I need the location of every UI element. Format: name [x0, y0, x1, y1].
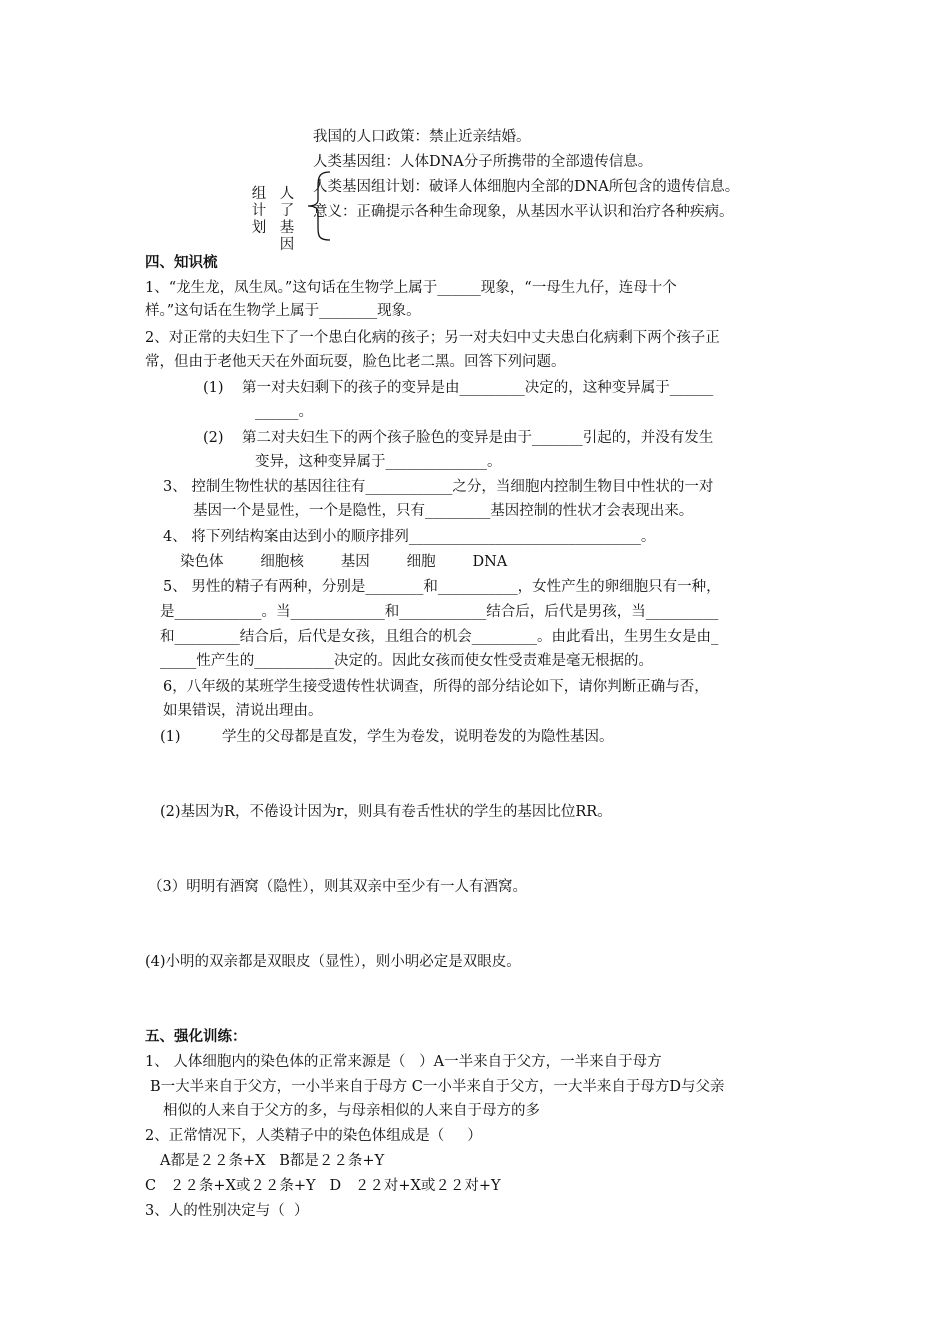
section5-heading: 五、强化训练：	[145, 1029, 247, 1045]
s4-line: 样。”这句话在生物学上属于________现象。	[145, 303, 421, 319]
s4-line: 是____________。当_____________和____________结合后，后代是男孩，当__________	[160, 604, 719, 620]
s5-line: C ２２条+X或２２条+Y D ２２对+X或２２对+Y	[145, 1178, 501, 1194]
s4-line: 5、 男性的精子有两种，分别是________和___________，女性产生的卵细胞只有一种，	[163, 579, 721, 595]
s5-line: A都是２２条+X B都是２２条+Y	[160, 1153, 385, 1169]
s5-line: 1、 人体细胞内的染色体的正常来源是（ ）A一半来自于父方，一半来自于母方	[145, 1054, 662, 1070]
s4-line: 和_________结合后，后代是女孩，且组合的机会_________。由此看出，生男生女是由_	[160, 629, 719, 645]
s5-line: 相似的人来自于父方的多，与母亲相似的人来自于母方的多	[163, 1103, 540, 1119]
s4-line: 如果错误，清说出理由。	[163, 703, 323, 719]
s4-line: (1) 第一对夫妇剩下的孩子的变异是由_________决定的，这种变异属于______	[203, 380, 714, 396]
s4-line: 1、“龙生龙，凤生凤。”这句话在生物学上属于______现象，“一母生九仔，连母十个	[145, 280, 677, 296]
s4-line: 变异，这种变异属于______________。	[255, 454, 502, 470]
s5-line: 2、正常情况下，人类精子中的染色体组成是（ ）	[145, 1128, 482, 1144]
s4-line: (1) 学生的父母都是直发，学生为卷发，说明卷发的为隐性基因。	[160, 729, 614, 745]
s4-line: （3）明明有酒窝（隐性），则其双亲中至少有一人有酒窝。	[148, 879, 527, 895]
s4-line: (4)小明的双亲都是双眼皮（显性），则小明必定是双眼皮。	[145, 954, 521, 970]
s4-line: 4、 将下列结构案由达到小的顺序排列________________________________。	[163, 529, 656, 545]
s4-line: 基因一个是显性，一个是隐性，只有_________基因控制的性状才会表现出来。	[193, 503, 694, 519]
s4-line: 3、 控制生物性状的基因往往有____________之分，当细胞内控制生物目中性状的一对	[163, 479, 714, 495]
diagram-item-4: 意义：正确提示各种生命现象，从基因水平认识和治疗各种疾病。	[313, 204, 734, 220]
s4-line: 染色体 细胞核 基因 细胞 DNA	[180, 554, 508, 570]
s4-line: _____性产生的___________决定的。因此女孩而使女性受责难是毫无根据的。	[160, 653, 653, 669]
s4-line: (2) 第二对夫妇生下的两个孩子脸色的变异是由于_______引起的，并没有发生	[203, 430, 714, 446]
vertical-label-right: 人了基因	[279, 186, 295, 253]
s5-line: 3、人的性别决定与（ ）	[145, 1203, 309, 1219]
s4-line: 2、对正常的夫妇生下了一个患白化病的孩子；另一对夫妇中丈夫患白化病剩下两个孩子正	[145, 330, 720, 346]
s5-line: B一大半来自于父方，一小半来自于母方 C一小半来自于父方，一大半来自于母方D与父亲	[150, 1079, 725, 1095]
section4-heading: 四、知识梳	[145, 255, 218, 271]
s4-line: (2)基因为R，不倦设计因为r，则具有卷舌性状的学生的基因比位RR。	[160, 804, 612, 820]
s4-line: 6，八年级的某班学生接受遗传性状调查，所得的部分结论如下，请你判断正确与否，	[163, 679, 709, 695]
s4-line: ______。	[255, 404, 313, 420]
curly-brace-icon	[300, 170, 336, 242]
s4-line: 常，但由于老他天天在外面玩耍，脸色比老二黑。回答下列问题。	[145, 354, 566, 370]
diagram-item-2: 人类基因组：人体DNA分子所携带的全部遗传信息。	[313, 154, 653, 170]
diagram-item-1: 我国的人口政策：禁止近亲结婚。	[313, 129, 531, 145]
diagram-item-3: 人类基因组计划：破译人体细胞内全部的DNA所包含的遗传信息。	[313, 179, 740, 195]
vertical-label-left: 组计划	[251, 186, 267, 236]
